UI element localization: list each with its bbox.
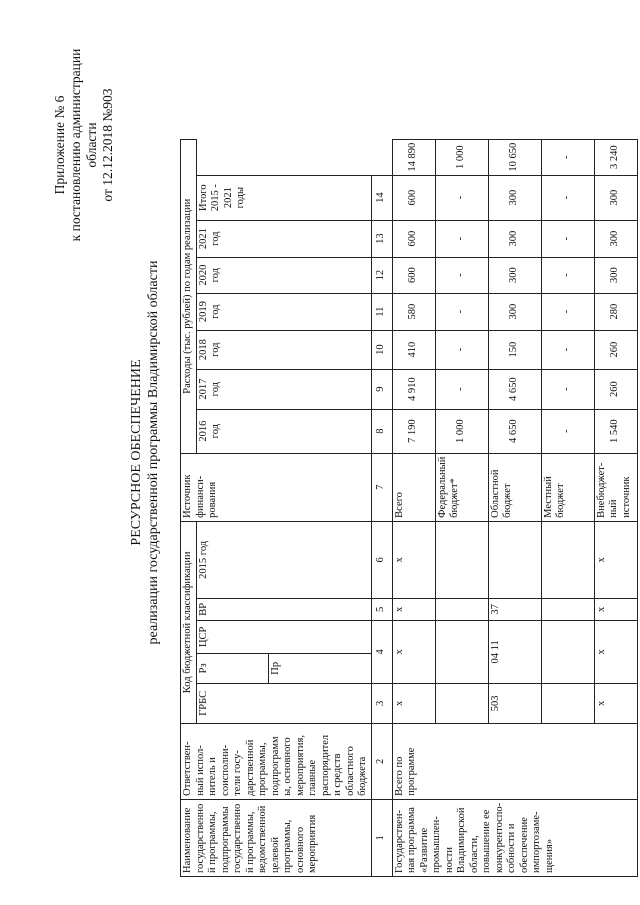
header-year-2017: 2017 год <box>196 369 371 409</box>
header-csr: ЦСР <box>196 620 371 653</box>
cell-total: 10 650 <box>488 139 541 175</box>
cell-value: 300 <box>594 257 637 293</box>
cell-grbs <box>435 683 488 723</box>
cell-value: - <box>541 369 594 409</box>
cell-value: - <box>541 330 594 369</box>
cell-value: 300 <box>488 220 541 257</box>
cell-value: - <box>435 220 488 257</box>
cell-total: - <box>541 139 594 175</box>
cell-value: 4 650 <box>488 409 541 453</box>
cell-value: 410 <box>392 330 435 369</box>
cell-value: 150 <box>488 330 541 369</box>
col-num: 6 <box>371 521 392 598</box>
cell-value: 260 <box>594 330 637 369</box>
header-executor: Ответствен-ный испол-нитель и соисполни-тели госу-дарственной программы, подпрограмм ы, основного мероприятия, главные распорядител и средств областного бюджета <box>181 723 372 799</box>
cell-grbs: 503 <box>488 683 541 723</box>
header-year-2019: 2019 год <box>196 293 371 330</box>
cell-csr <box>541 598 594 620</box>
cell-value: 280 <box>594 293 637 330</box>
cell-total: 1 000 <box>435 139 488 175</box>
header-year-2015: 2015 год <box>196 521 371 598</box>
cell-vr <box>488 521 541 598</box>
cell-vr <box>435 521 488 598</box>
header-name: Наименование государственно й программы, подпрограммы государственно й программы, ведомственной целевой программы, основного мероприятия <box>181 799 372 876</box>
cell-value: 300 <box>488 175 541 220</box>
appendix-line-2: к постановлению администрации области <box>68 48 99 242</box>
cell-rz-pr <box>541 620 594 683</box>
col-num: 7 <box>371 453 392 521</box>
cell-value: 300 <box>594 175 637 220</box>
cell-grbs <box>541 683 594 723</box>
cell-csr <box>435 598 488 620</box>
cell-source: Внебюджет-ный источник <box>594 453 637 521</box>
col-num: 9 <box>371 369 392 409</box>
col-num: 8 <box>371 409 392 453</box>
header-total: Итого 2015 - 2021 годы <box>196 175 371 220</box>
header-year-2021: 2021 год <box>196 220 371 257</box>
cell-csr: х <box>594 598 637 620</box>
cell-grbs: х <box>392 683 435 723</box>
appendix-line-3: от 12.12.2018 №903 <box>100 88 115 202</box>
cell-value: 300 <box>488 257 541 293</box>
col-num: 2 <box>371 723 392 799</box>
cell-vr: х <box>594 521 637 598</box>
cell-value: - <box>435 257 488 293</box>
header-source: Источник финанси-рования <box>181 453 372 521</box>
header-vr: ВР <box>196 598 371 620</box>
cell-value: 260 <box>594 369 637 409</box>
executor-text: Всего по программе <box>392 723 637 799</box>
cell-value: 580 <box>392 293 435 330</box>
cell-rz-pr <box>435 620 488 683</box>
cell-source: Федеральный бюджет* <box>435 453 488 521</box>
title-line-1: РЕСУРСНОЕ ОБЕСПЕЧЕНИЕ <box>129 359 144 546</box>
cell-value: 300 <box>594 220 637 257</box>
cell-csr: 37 <box>488 598 541 620</box>
header-year-2016: 2016 год <box>196 409 371 453</box>
cell-value: 1 000 <box>435 409 488 453</box>
cell-value: - <box>541 293 594 330</box>
header-rz: Рз <box>196 653 268 683</box>
cell-value: - <box>435 175 488 220</box>
header-year-2018: 2018 год <box>196 330 371 369</box>
cell-total: 3 240 <box>594 139 637 175</box>
cell-csr: х <box>392 598 435 620</box>
cell-value: - <box>435 369 488 409</box>
col-num: 12 <box>371 257 392 293</box>
appendix-header <box>52 25 116 265</box>
cell-value: - <box>435 293 488 330</box>
cell-value: - <box>435 330 488 369</box>
cell-rz-pr: х <box>392 620 435 683</box>
header-expenses-group: Расходы (тыс. рублей) по годам реализации <box>181 139 197 453</box>
col-num: 5 <box>371 598 392 620</box>
col-num: 1 <box>371 799 392 876</box>
cell-rz-pr: 04 11 <box>488 620 541 683</box>
cell-grbs: х <box>594 683 637 723</box>
appendix-line-1: Приложение № 6 <box>52 95 67 195</box>
header-year-2020: 2020 год <box>196 257 371 293</box>
document-title <box>128 0 162 905</box>
header-row-1 <box>181 139 197 876</box>
cell-value: - <box>541 220 594 257</box>
cell-value: 1 540 <box>594 409 637 453</box>
cell-total: 14 890 <box>392 139 435 175</box>
header-grbs: ГРБС <box>196 683 371 723</box>
col-num: 3 <box>371 683 392 723</box>
cell-value: 600 <box>392 257 435 293</box>
cell-source: Местный бюджет <box>541 453 594 521</box>
cell-value: - <box>541 175 594 220</box>
cell-value: 600 <box>392 220 435 257</box>
header-pr: Пр <box>268 653 371 683</box>
cell-value: 600 <box>392 175 435 220</box>
resource-table <box>180 139 638 877</box>
cell-vr: х <box>392 521 435 598</box>
col-num: 11 <box>371 293 392 330</box>
cell-source: Всего <box>392 453 435 521</box>
col-num: 10 <box>371 330 392 369</box>
header-code-group: Код бюджетной классификации <box>181 521 197 723</box>
cell-source: Областной бюджет <box>488 453 541 521</box>
table-row <box>392 139 435 876</box>
cell-value: - <box>541 257 594 293</box>
col-num: 4 <box>371 620 392 683</box>
col-num: 13 <box>371 220 392 257</box>
cell-vr <box>541 521 594 598</box>
cell-value: - <box>541 409 594 453</box>
cell-value: 7 190 <box>392 409 435 453</box>
cell-value: 4 910 <box>392 369 435 409</box>
title-line-2: реализации государственной программы Владимирской области <box>146 260 161 645</box>
cell-rz-pr: х <box>594 620 637 683</box>
program-name: Государствен-ная программа «Развитие промышлен-ности Владимирской области, повышение ее конкурентоспо-собности и обеспечение импортозаме-щения» <box>392 799 637 876</box>
col-num: 14 <box>371 175 392 220</box>
column-number-row <box>371 139 392 876</box>
cell-value: 4 650 <box>488 369 541 409</box>
cell-value: 300 <box>488 293 541 330</box>
